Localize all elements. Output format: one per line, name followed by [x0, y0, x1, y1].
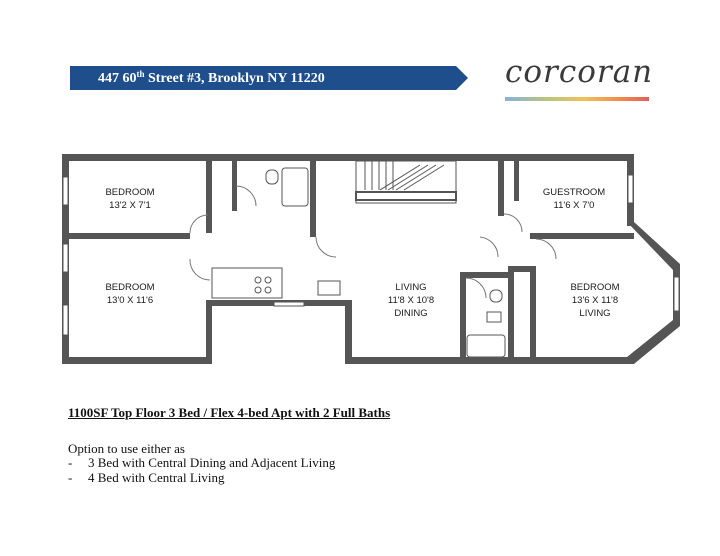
room-labels	[105, 187, 619, 319]
option-text: 4 Bed with Central Living	[88, 470, 225, 485]
room-living-alt: DINING	[394, 308, 428, 319]
room-guestroom-name: GUESTROOM	[542, 187, 606, 198]
option-item	[68, 470, 224, 486]
room-bedroom-1-name: BEDROOM	[105, 187, 155, 198]
bullet-dash: -	[68, 455, 73, 470]
room-living-name: LIVING	[395, 282, 427, 293]
room-bedroom-1-size: 13'2 X 7'1	[109, 200, 151, 211]
room-bedroom-3-size: 13'6 X 11'8	[571, 295, 619, 306]
option-text: 3 Bed with Central Dining and Adjacent Living	[88, 455, 336, 470]
staircase	[356, 161, 456, 203]
walls	[62, 154, 680, 364]
room-guestroom-size: 11'6 X 7'0	[553, 200, 595, 211]
listing-headline: 1100SF Top Floor 3 Bed / Flex 4-bed Apt with 2 Full Baths	[68, 405, 391, 420]
room-bedroom-3-alt: LIVING	[579, 308, 611, 319]
address-title: 447 60th Street #3, Brooklyn NY 11220	[98, 69, 325, 86]
option-item	[68, 455, 335, 471]
options-intro: Option to use either as	[68, 441, 185, 456]
room-bedroom-3-name: BEDROOM	[570, 282, 620, 293]
room-living-size: 11'8 X 10'8	[387, 295, 435, 306]
room-bedroom-2-name: BEDROOM	[105, 282, 155, 293]
room-bedroom-2-size: 13'0 X 11'6	[106, 295, 154, 306]
bullet-dash: -	[68, 470, 73, 485]
corcoran-logo: corcoran	[505, 54, 654, 90]
